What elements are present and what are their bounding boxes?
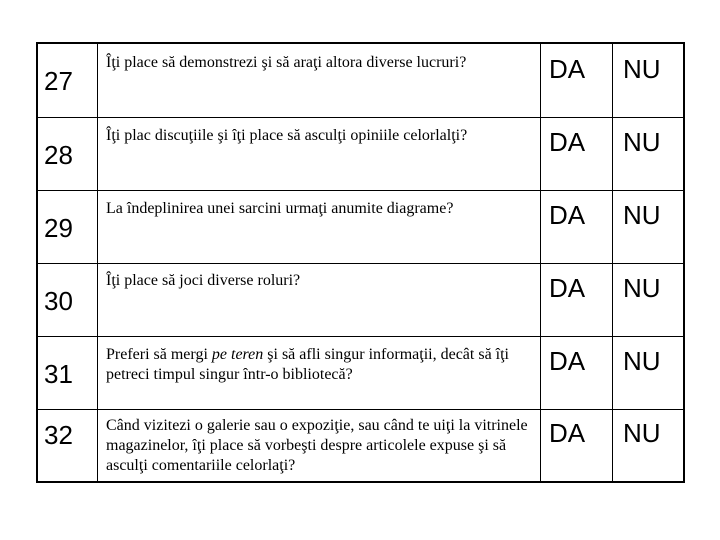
- answer-no[interactable]: NU: [623, 127, 661, 157]
- answer-yes[interactable]: DA: [549, 54, 586, 84]
- answer-yes[interactable]: DA: [549, 418, 586, 448]
- question-text: [106, 345, 538, 385]
- question-text-part: Preferi să mergi: [106, 346, 212, 363]
- question-text: Îţi plac discuţiile şi îţi place să asculţi opiniile celorlalţi?: [106, 127, 468, 144]
- question-text-part: şi să afli singur informaţii, decât să îţi petreci timpul singur într-o bibliotecă?: [106, 346, 509, 383]
- answer-yes[interactable]: DA: [549, 273, 586, 303]
- table-row: [38, 118, 683, 191]
- question-text: Îţi place să demonstrezi şi să araţi altora diverse lucruri?: [106, 54, 467, 71]
- answer-no[interactable]: NU: [623, 200, 661, 230]
- answer-yes[interactable]: DA: [549, 346, 586, 376]
- table-row: [38, 191, 683, 264]
- answer-no[interactable]: NU: [623, 346, 661, 376]
- question-text: La îndeplinirea unei sarcini urmaţi anumite diagrame?: [106, 200, 454, 217]
- question-number: 27: [44, 66, 73, 96]
- answer-yes[interactable]: DA: [549, 127, 586, 157]
- table-row: [38, 264, 683, 337]
- answer-no[interactable]: NU: [623, 418, 661, 448]
- answer-yes[interactable]: DA: [549, 200, 586, 230]
- table-row: [38, 44, 683, 118]
- question-text: Când vizitezi o galerie sau o expoziţie, sau când te uiţi la vitrinele magazinelor, îţi place să vorbeşti despre articolele expuse şi să asculţi comentariile celorlaţi?: [106, 417, 528, 474]
- question-text-emphasis: pe teren: [211, 346, 264, 363]
- question-number: 29: [44, 213, 73, 243]
- question-number: 28: [44, 140, 73, 170]
- table-row: [38, 410, 683, 483]
- questionnaire-table: [36, 42, 685, 483]
- question-number: 30: [44, 286, 73, 316]
- table-row: [38, 337, 683, 410]
- answer-no[interactable]: NU: [623, 273, 661, 303]
- question-number: 32: [44, 420, 73, 450]
- question-text: Îţi place să joci diverse roluri?: [106, 272, 301, 289]
- answer-no[interactable]: NU: [623, 54, 661, 84]
- question-number: 31: [44, 359, 73, 389]
